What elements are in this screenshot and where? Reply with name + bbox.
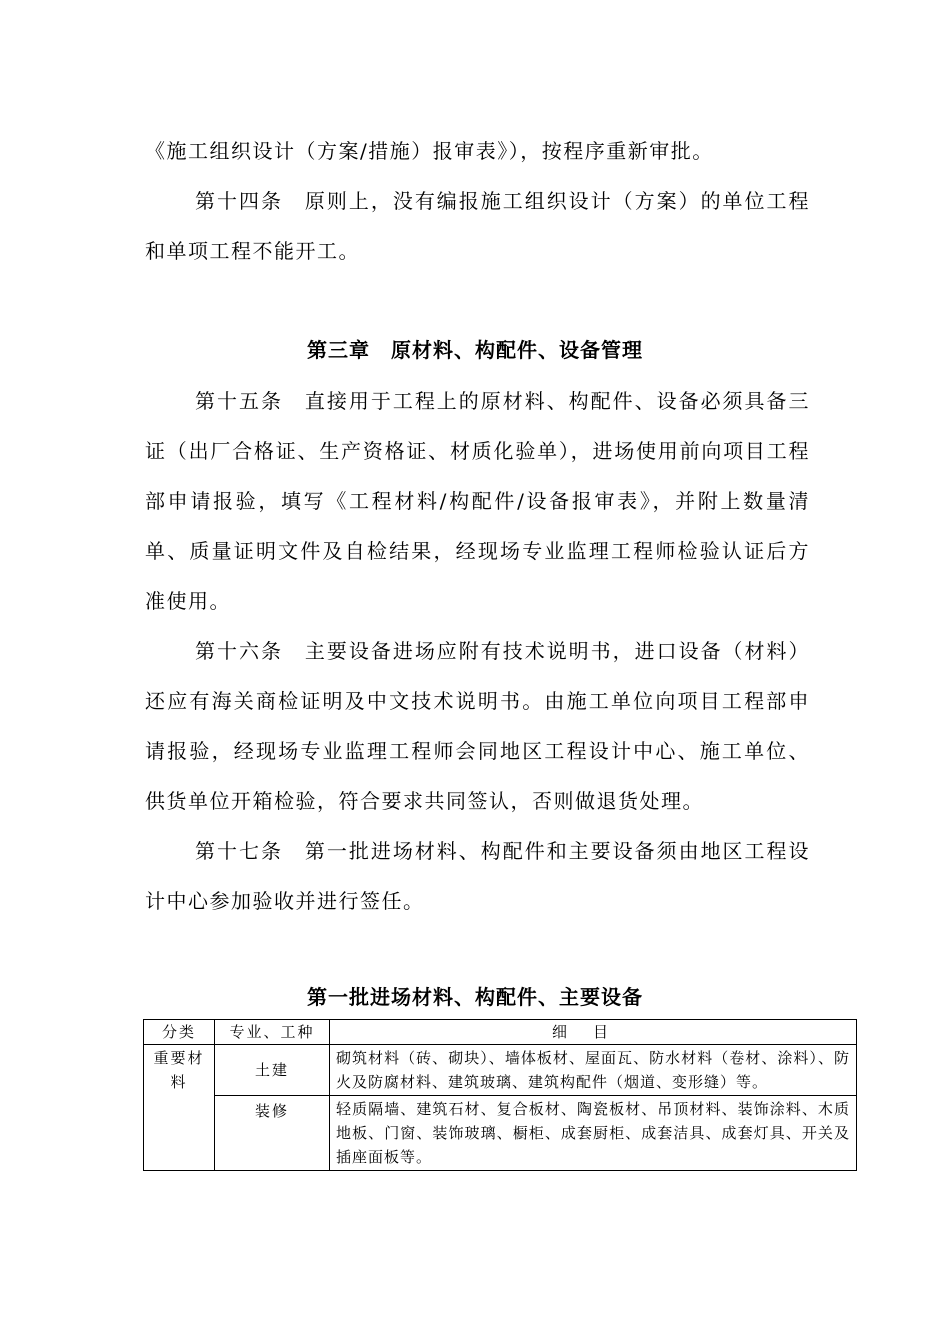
trade-label: 装修 [254, 1102, 289, 1120]
article-16: 第十六条 主要设备进场应附有技术说明书，进口设备（材料）还应有海关商检证明及中文技术说明书。由施工单位向项目工程部申请报验，经现场专业监理工程师会同地区工程设计中心、施工单位、供货单位开箱检验，符合要求共同签认，否则做退货处理。 [145, 639, 810, 813]
table-header-row [144, 1020, 857, 1045]
header-category: 分类 [144, 1020, 215, 1045]
detail-cell: 轻质隔墙、建筑石材、复合板材、陶瓷板材、吊顶材料、装饰涂料、木质地板、门窗、装饰玻璃、橱柜、成套厨柜、成套洁具、成套灯具、开关及插座面板等。 [330, 1096, 857, 1171]
category-cell: 重要材料 [144, 1045, 215, 1171]
detail-cell: 砌筑材料（砖、砌块）、墙体板材、屋面瓦、防水材料（卷材、涂料）、防火及防腐材料、建筑玻璃、建筑构配件（烟道、变形缝）等。 [330, 1045, 857, 1096]
table-row [144, 1096, 857, 1171]
article-17: 第十七条 第一批进场材料、构配件和主要设备须由地区工程设计中心参加验收并进行签任。 [145, 839, 810, 913]
header-detail: 细目 [330, 1020, 857, 1045]
trade-label: 土建 [254, 1061, 289, 1079]
paragraph-continuation: 《施工组织设计（方案/措施）报审表》），按程序重新审批。 [145, 139, 714, 163]
article-14: 第十四条 原则上，没有编报施工组织设计（方案）的单位工程和单项工程不能开工。 [145, 189, 810, 263]
trade-cell [215, 1096, 330, 1171]
header-trade: 专业、工种 [215, 1020, 330, 1045]
materials-table [143, 1019, 857, 1171]
article-15: 第十五条 直接用于工程上的原材料、构配件、设备必须具备三证（出厂合格证、生产资格证、材质化验单），进场使用前向项目工程部申请报验，填写《工程材料/构配件/设备报审表》，并附上数量清单、质量证明文件及自检结果，经现场专业监理工程师检验认证后方准使用。 [145, 389, 810, 613]
trade-cell [215, 1045, 330, 1096]
table-row [144, 1045, 857, 1096]
chapter-heading: 第三章 原材料、构配件、设备管理 [307, 338, 643, 362]
table-title: 第一批进场材料、构配件、主要设备 [307, 985, 643, 1009]
